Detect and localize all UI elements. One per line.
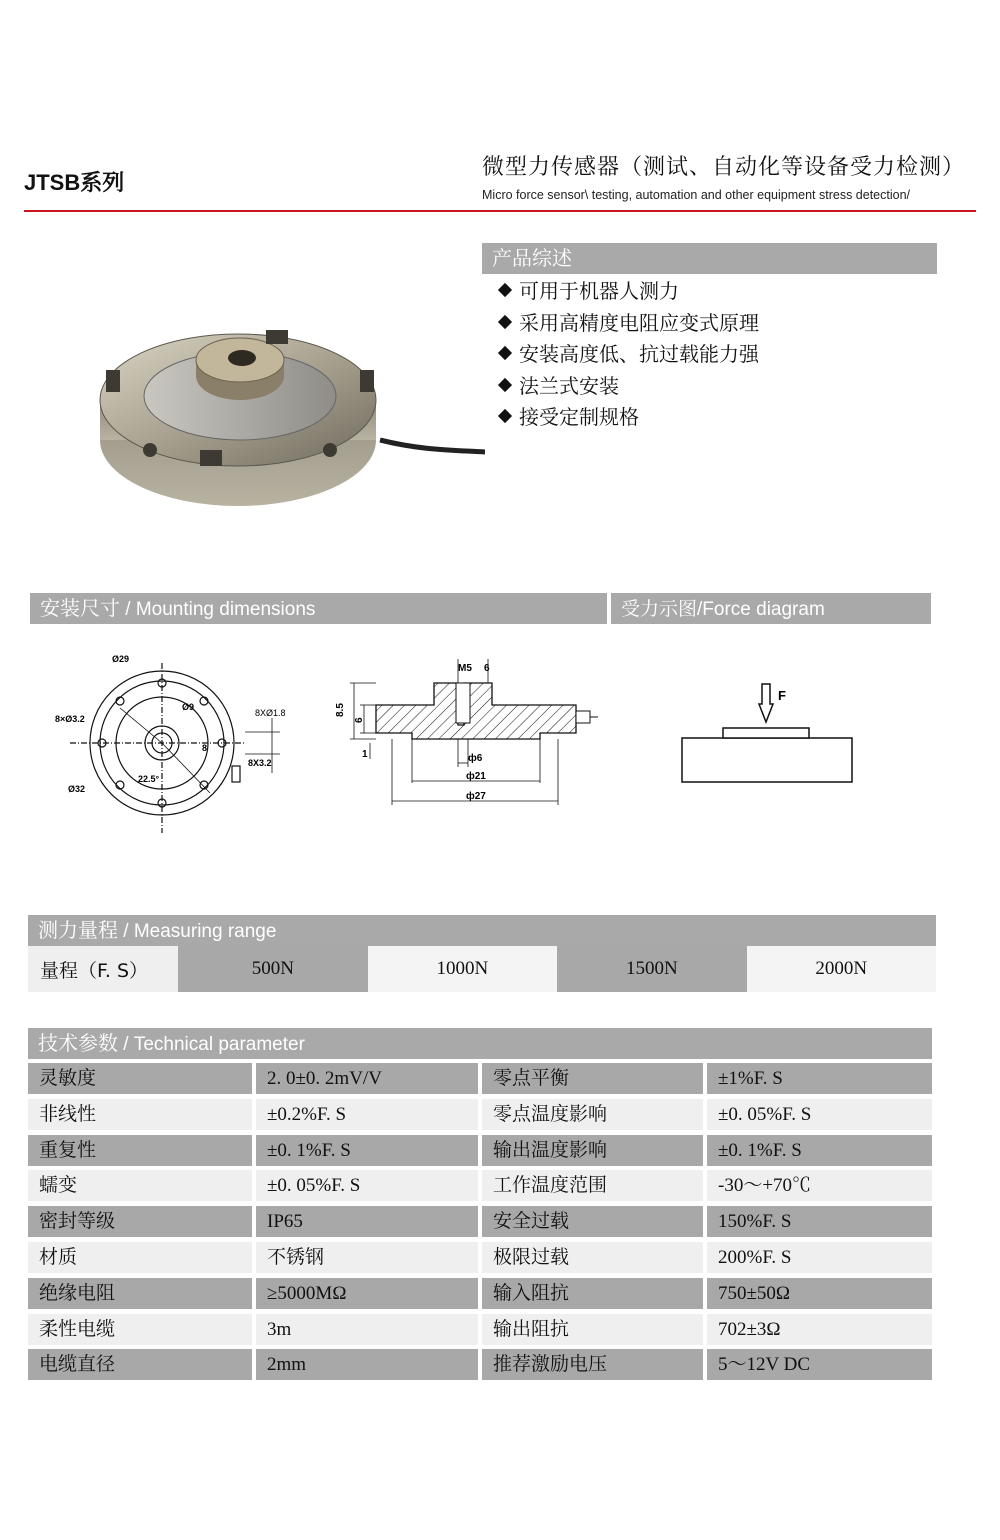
param-value: 5～12V DC: [707, 1349, 932, 1380]
param-name: 零点温度影响: [482, 1099, 703, 1130]
range-heading-en: / Measuring range: [118, 921, 277, 942]
table-row: [28, 1063, 932, 1094]
overview-item: 采用高精度电阻应变式原理: [496, 308, 759, 340]
dim-phi21: ф21: [466, 771, 486, 782]
dim-holes: 8×Ø3.2: [55, 714, 85, 724]
dim-h1: 1: [362, 749, 368, 760]
tech-table: [28, 1063, 932, 1385]
param-name: 安全过载: [482, 1206, 703, 1237]
param-name: 材质: [28, 1242, 252, 1273]
param-value: ±1%F. S: [707, 1063, 932, 1094]
dim-h6: 6: [354, 717, 365, 723]
param-name: 柔性电缆: [28, 1314, 252, 1345]
param-name: 蠕变: [28, 1170, 252, 1201]
range-value: 500N: [178, 946, 367, 992]
overview-item: 法兰式安装: [496, 371, 759, 403]
overview-list: [496, 276, 759, 434]
param-name: 工作温度范围: [482, 1170, 703, 1201]
range-value: 1500N: [557, 946, 746, 992]
tech-heading-bar: [28, 1028, 932, 1059]
param-value: 2mm: [256, 1349, 478, 1380]
diamond-bullet-icon: [498, 377, 512, 391]
table-row: [28, 1135, 932, 1166]
range-heading-bar: [28, 915, 936, 946]
table-row: [28, 1099, 932, 1130]
param-name: 非线性: [28, 1099, 252, 1130]
param-value: 702±3Ω: [707, 1314, 932, 1345]
dim-m5-depth: 6: [484, 663, 490, 674]
product-title-cn: 微型力传感器（测试、自动化等设备受力检测）: [482, 155, 966, 180]
range-value: 2000N: [747, 946, 936, 992]
diamond-bullet-icon: [498, 283, 512, 297]
param-value: IP65: [256, 1206, 478, 1237]
table-row: [28, 1170, 932, 1201]
dim-phi27: ф27: [466, 791, 486, 802]
param-value: 200%F. S: [707, 1242, 932, 1273]
range-row: [28, 946, 936, 992]
dim-d29: Ø29: [112, 654, 130, 664]
header-divider: [24, 210, 976, 212]
table-row: [28, 1242, 932, 1273]
top-view-drawing: [50, 648, 290, 848]
mounting-heading-cn: 安装尺寸: [40, 596, 120, 620]
param-value: -30～+70℃: [707, 1170, 932, 1201]
overview-heading-bar: [482, 243, 937, 274]
tech-heading-cn: 技术参数: [38, 1031, 118, 1055]
param-value: 750±50Ω: [707, 1278, 932, 1309]
param-value: 2. 0±0. 2mV/V: [256, 1063, 478, 1094]
table-row: [28, 1206, 932, 1237]
range-value: 1000N: [368, 946, 557, 992]
force-heading: 受力示图/Force diagram: [621, 599, 825, 620]
section-view-drawing: [330, 655, 610, 815]
param-name: 推荐激励电压: [482, 1349, 703, 1380]
param-value: ±0. 1%F. S: [256, 1135, 478, 1166]
param-name: 输入阻抗: [482, 1278, 703, 1309]
param-value: ±0.2%F. S: [256, 1099, 478, 1130]
param-name: 重复性: [28, 1135, 252, 1166]
product-title-en: Micro force sensor\ testing, automation and other equipment stress detection/: [482, 188, 911, 202]
range-heading-cn: 测力量程: [38, 918, 118, 942]
param-value: 3m: [256, 1314, 478, 1345]
force-heading-bar: [611, 593, 931, 624]
diamond-bullet-icon: [498, 346, 512, 360]
table-row: [28, 1349, 932, 1380]
tech-heading-en: / Technical parameter: [118, 1034, 305, 1055]
param-value: ≥5000MΩ: [256, 1278, 478, 1309]
param-value: ±0. 1%F. S: [707, 1135, 932, 1166]
overview-heading: 产品综述: [492, 246, 572, 270]
dim-d32: Ø32: [68, 784, 86, 794]
param-value: ±0. 05%F. S: [707, 1099, 932, 1130]
force-label: F: [778, 688, 786, 703]
param-value: 不锈钢: [256, 1242, 478, 1273]
param-name: 密封等级: [28, 1206, 252, 1237]
param-name: 灵敏度: [28, 1063, 252, 1094]
dim-d9: Ø9: [182, 702, 195, 712]
range-label: 量程（F. S）: [28, 946, 178, 992]
param-name: 绝缘电阻: [28, 1278, 252, 1309]
mounting-heading-bar: [30, 593, 607, 624]
table-row: [28, 1314, 932, 1345]
dim-angle: 22.5°: [138, 774, 160, 784]
force-diagram: [675, 680, 860, 790]
series-title: JTSB系列: [24, 170, 125, 195]
param-name: 零点平衡: [482, 1063, 703, 1094]
param-value: ±0. 05%F. S: [256, 1170, 478, 1201]
overview-item: 可用于机器人测力: [496, 276, 759, 308]
diamond-bullet-icon: [498, 409, 512, 423]
overview-item: 接受定制规格: [496, 402, 759, 434]
param-name: 极限过载: [482, 1242, 703, 1273]
dim-slot2: 8X3.2: [248, 758, 272, 768]
overview-item: 安装高度低、抗过载能力强: [496, 339, 759, 371]
table-row: [28, 1278, 932, 1309]
param-name: 输出阻抗: [482, 1314, 703, 1345]
dim-slot: 8XØ1.8: [255, 708, 286, 718]
dim-eight: 8: [202, 743, 208, 753]
param-name: 电缆直径: [28, 1349, 252, 1380]
dim-m5: M5: [458, 663, 472, 674]
param-name: 输出温度影响: [482, 1135, 703, 1166]
diamond-bullet-icon: [498, 314, 512, 328]
mounting-heading-en: / Mounting dimensions: [120, 599, 316, 620]
param-value: 150%F. S: [707, 1206, 932, 1237]
dim-phi6: ф6: [468, 753, 483, 764]
product-photo: [90, 300, 485, 520]
dim-h85: 8.5: [335, 703, 346, 717]
